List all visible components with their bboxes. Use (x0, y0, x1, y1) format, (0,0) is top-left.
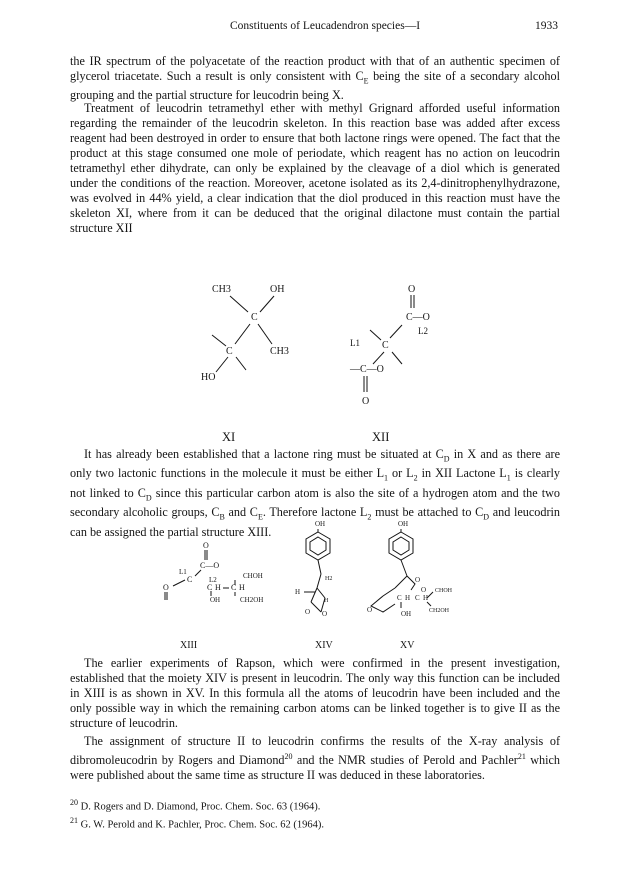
xiv-atom-o-ring: O (322, 610, 328, 618)
xv-atom-oh: OH (398, 520, 409, 528)
xiii-atom-l2: L2 (209, 576, 217, 584)
xv-atom-choh: CHOH (435, 588, 453, 594)
paragraph-1 (70, 54, 560, 103)
xiii-atom-choh: CHOH (243, 572, 263, 580)
xi-atom-ch3-top: CH3 (212, 284, 231, 295)
structure-xv (367, 520, 453, 618)
xii-atom-l2: L2 (418, 326, 428, 336)
xii-atom-l1: L1 (350, 338, 360, 348)
structure-xiv (295, 520, 332, 618)
xiv-atom-o-carbonyl: O (305, 608, 311, 616)
footnote-21 (70, 814, 560, 832)
xv-atom-o-1: O (415, 576, 421, 584)
label-xi: XI (222, 430, 236, 444)
paragraph-4 (70, 656, 560, 731)
xii-atom-o-bottom: O (362, 396, 370, 407)
xi-atom-ch3-right: CH3 (270, 346, 289, 357)
xiv-atom-h: H (295, 588, 301, 596)
xii-atom-c-center: C (382, 340, 389, 351)
running-header (70, 20, 558, 36)
structure-drawings-xi-xii (190, 280, 470, 415)
paragraph-1-text: the IR spectrum of the polyacetate of the reaction product with that of an authentic specimen of glycerol triacetate. Such a result is only consistent with $C_E$ being the site of a secondary alcohol grouping and the partial structure for leucodrin being X. (70, 54, 560, 103)
xiv-atom-h-ring: H (324, 598, 329, 604)
running-title: Constituents of Leucadendron species—I (230, 20, 421, 32)
xii-atom-c-o-lower: —C—O (350, 364, 384, 375)
xiii-atom-c-right: C (231, 583, 237, 592)
xiii-atom-oh: OH (210, 596, 221, 604)
xii-atom-c-o: C—O (406, 312, 430, 323)
paragraph-5 (70, 734, 560, 783)
xv-atom-c2: C (415, 594, 420, 602)
xiii-atom-c-o: C—O (200, 561, 220, 570)
structure-xii (349, 284, 430, 407)
xi-atom-oh: OH (270, 284, 285, 295)
paragraph-3-text: It has already been established that a lactone ring must be situated at $C_D$ in X and as there are only two lactonic functions in the molecule it must be either $L_1$ or $L_2$ in XII Lactone $L_1$ is clearly not linked to $C_D$ since this particular carbon atom is also the site of a hydrogen atom and the two secondary alcoholic groups, $C_B$ and $C_E$. Therefore lactone $L_2$ must be attached to $C_D$ and leucodrin can be assigned the partial structure XIII. (70, 447, 561, 539)
structure-drawings-xiii-xv (145, 518, 525, 638)
xiii-atom-h1: H (215, 583, 221, 592)
paragraph-4-text: The earlier experiments of Rapson, which were confirmed in the present investigation, established that the moiety XIV is present in leucodrin. The only way this function can be included in XIII is as shown in XV. In this formula all the atoms of leucodrin have been included and the only possible way in which the remaining carbon atoms can be linked together is to give II as the structure of leucodrin. (70, 656, 560, 730)
xv-atom-ch2oh: CH2OH (429, 608, 450, 614)
xiv-atom-oh: OH (315, 520, 326, 528)
xi-atom-c-lower: C (226, 346, 233, 357)
xiii-atom-l1: L1 (179, 568, 187, 576)
label-xii: XII (372, 430, 390, 444)
footnote-21-mark: 21 (70, 815, 78, 825)
label-xiv: XIV (315, 640, 333, 651)
paragraph-2 (70, 101, 560, 236)
page-number: 1933 (535, 20, 558, 32)
xiii-atom-o-left: O (163, 583, 169, 592)
footnote-20 (70, 796, 560, 814)
figure-xi-xii (190, 280, 470, 415)
xiii-atom-h2: H (239, 583, 245, 592)
xiii-atom-c-mid: C (207, 583, 213, 592)
xv-atom-h1: H (405, 594, 411, 602)
footnote-21-text: G. W. Perold and K. Pachler, Proc. Chem. Soc. 62 (1964). (80, 819, 325, 830)
xv-atom-h2: H (423, 594, 429, 602)
xv-atom-oh-lower: OH (401, 610, 412, 618)
xv-atom-o-2: O (421, 586, 427, 594)
xv-atom-c: C (397, 594, 402, 602)
paragraph-5-text: The assignment of structure II to leucodrin confirms the results of the X-ray analysis of dibromoleucodrin by Rogers and Diamond$^{20}$ and the NMR studies of Perold and Pachler$^{21}$ which were published about the same time as structure II was deduced in these laboratories. (70, 734, 560, 783)
footnote-20-text: D. Rogers and D. Diamond, Proc. Chem. Soc. 63 (1964). (80, 801, 321, 813)
structure-xiii (163, 541, 263, 604)
xv-atom-o-3: O (367, 606, 373, 614)
footnotes (70, 796, 560, 831)
xi-atom-ho: HO (201, 372, 216, 383)
label-xiii: XIII (180, 640, 198, 651)
xiii-atom-c: C (187, 575, 193, 584)
xii-atom-o-top: O (408, 284, 416, 295)
label-xv: XV (400, 640, 415, 651)
xiii-atom-ch2oh: CH2OH (240, 596, 264, 604)
xiv-atom-h2: H2 (325, 576, 333, 582)
figure-xiii-xiv-xv (145, 518, 525, 638)
xi-atom-c-upper: C (251, 312, 258, 323)
footnote-20-mark: 20 (70, 798, 78, 807)
xiii-atom-o-top: O (203, 541, 209, 550)
structure-xi (201, 284, 289, 383)
paragraph-2-text: Treatment of leucodrin tetramethyl ether with methyl Grignard afforded useful information regarding the remainder of the leucodrin skeleton. In this reaction base was added after excess reagent had been destroyed in order to ensure that both lactone rings were opened. The fact that the product at this stage consumed one mole of periodate, which reagent has no action on leucodrin tetramethyl ether dihydrate, can only be explained by the cleavage of a diol which is generated under the conditions of the reaction. Moreover, acetone isolated as its 2,4-dinitrophenylhydrazone, was evolved in 44% yield, a clear indication that the diol produced in this reaction must have the skeleton XI, where from it can be deduced that the original dilactone must contain the partial structure XII (70, 101, 560, 235)
